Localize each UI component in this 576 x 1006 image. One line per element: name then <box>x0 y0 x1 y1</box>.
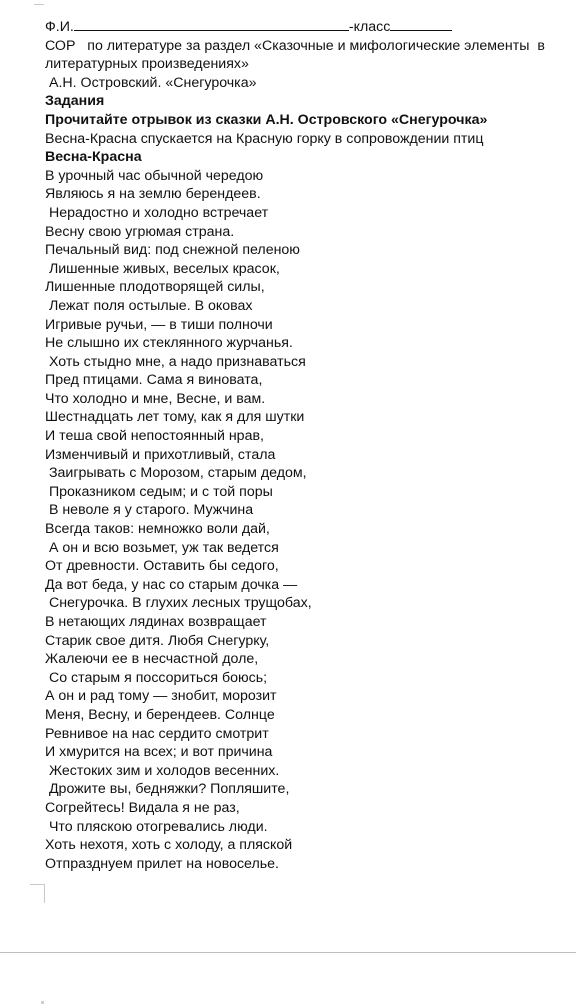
poem-line: В неволе я у старого. Мужчина <box>45 502 254 519</box>
poem-text <box>45 167 565 874</box>
poem-line: Являюсь я на землю берендеев. <box>45 186 261 203</box>
poem-line: Всегда таков: немножко воли дай, <box>45 521 270 538</box>
class-label: -класс <box>348 19 391 35</box>
poem-line: Шестнадцать лет тому, как я для шутки <box>45 409 305 426</box>
poem-line: Нерадостно и холодно встречает <box>45 204 269 221</box>
poem-line: Печальный вид: под снежной пеленою <box>45 242 300 259</box>
speaker-name: Весна-Красна <box>45 149 142 166</box>
poem-line: Снегурочка. В глухих лесных трущобах, <box>45 595 312 612</box>
poem-line: Да вот беда, у нас со старым дочка — <box>45 576 298 593</box>
page-corner-mark-bottom <box>41 1001 44 1004</box>
poem-line: Старик свое дитя. Любя Снегурку, <box>45 632 270 649</box>
poem-line: Ревнивое на нас сердито смотрит <box>45 725 269 742</box>
author-work: А.Н. Островский. «Снегурочка» <box>49 74 257 91</box>
poem-line: Проказником седым; и с той поры <box>45 483 273 500</box>
assessment-title-line1: СОР по литературе за раздел «Сказочные и мифологические элементы в <box>45 37 545 54</box>
poem-line: Жестоких зим и холодов весенних. <box>45 762 280 779</box>
poem-line: И хмурится на всех; и вот причина <box>45 744 273 761</box>
poem-line: Меня, Весну, и берендеев. Солнце <box>45 706 275 723</box>
page-divider <box>0 952 576 953</box>
poem-line: От древности. Оставить бы седого, <box>45 558 279 575</box>
assessment-title-line2: литературных произведениях» <box>45 56 249 73</box>
poem-line: Лежат поля остылые. В оковах <box>45 297 253 314</box>
poem-line: Что холодно и мне, Весне, и вам. <box>45 390 266 407</box>
poem-line: Лишенные живых, веселых красок, <box>45 260 280 277</box>
poem-line: А он и всю возьмет, уж так ведется <box>45 539 279 556</box>
fio-label: Ф.И. <box>45 19 74 35</box>
poem-line: Отпразднуем прилет на новоселье. <box>45 855 279 872</box>
poem-line: В нетающих лядинах возвращает <box>45 614 267 630</box>
page-corner-mark <box>30 884 45 903</box>
instruction: Прочитайте отрывок из сказки А.Н. Островского «Снегурочка» <box>45 111 488 128</box>
poem-line: Заигрывать с Морозом, старым дедом, <box>45 465 307 482</box>
poem-line: Хоть нехотя, хоть с холоду, а пляской <box>45 837 293 854</box>
poem-line: Весну свою угрюмая страна. <box>45 223 235 240</box>
name-blank-field[interactable] <box>74 18 349 31</box>
poem-line: Дрожите вы, бедняжки? Попляшите, <box>45 781 290 798</box>
poem-line: И теша свой непостоянный нрав, <box>45 428 264 445</box>
poem-line: Лишенные плодотворящей силы, <box>45 279 265 296</box>
document-body <box>45 18 565 873</box>
poem-line: Жалеючи ее в несчастной доле, <box>45 651 259 668</box>
poem-line: Хоть стыдно мне, а надо признаваться <box>45 353 306 370</box>
poem-line: Не слышно их стеклянного журчанья. <box>45 335 293 352</box>
header-line <box>45 18 565 37</box>
class-blank-field[interactable] <box>390 18 452 31</box>
tasks-heading: Задания <box>45 93 105 110</box>
page-corner-mark-top <box>34 0 44 5</box>
poem-line: Изменчивый и прихотливый, стала <box>45 446 276 463</box>
poem-line: Игривые ручьи, — в тиши полночи <box>45 316 273 333</box>
poem-line: Пред птицами. Сама я виновата, <box>45 372 263 389</box>
poem-line: В урочный час обычной чередою <box>45 167 264 184</box>
poem-line: А он и рад тому — знобит, морозит <box>45 688 277 705</box>
poem-line: Согрейтесь! Видала я не раз, <box>45 799 240 816</box>
poem-line: Со старым я поссориться боюсь; <box>45 669 268 686</box>
stage-direction: Весна-Красна спускается на Красную горку в сопровождении птиц <box>45 130 484 147</box>
poem-line: Что пляскою отогревались люди. <box>45 818 268 835</box>
